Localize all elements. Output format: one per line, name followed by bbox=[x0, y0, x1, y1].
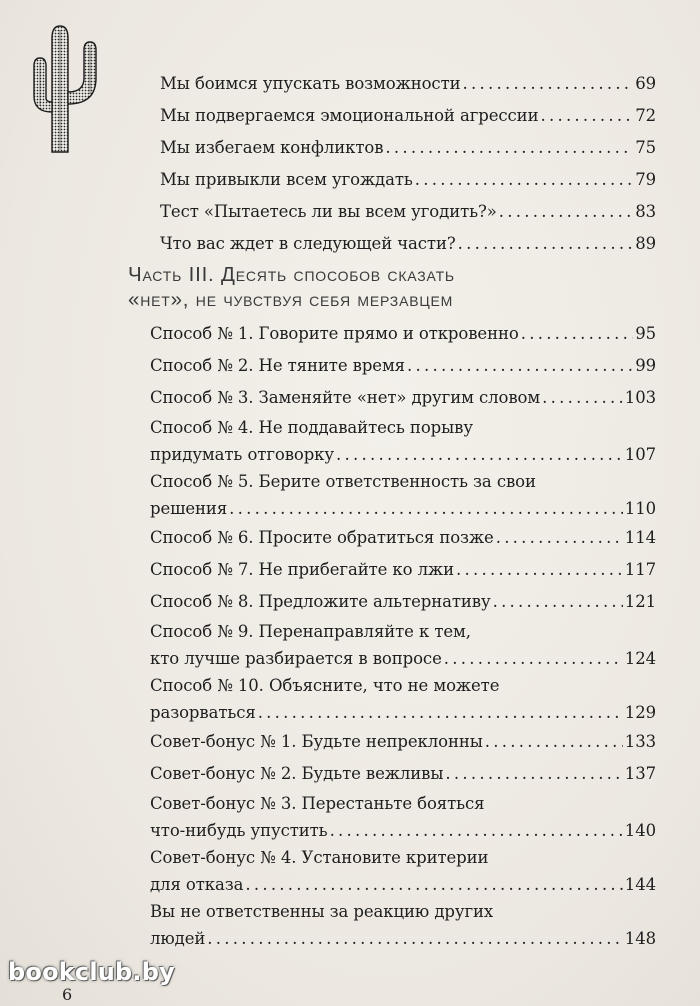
toc-entry bbox=[150, 898, 656, 952]
toc-entry-title: Совет-бонус № 2. Будьте вежливы bbox=[150, 764, 444, 783]
toc-entry bbox=[160, 198, 656, 225]
toc-entry-title: Способ № 10. Объясните, что не можете bbox=[150, 676, 500, 695]
toc-entry-title: Совет-бонус № 4. Установите критерии bbox=[150, 848, 489, 867]
toc-entry bbox=[150, 790, 656, 844]
dot-leader bbox=[456, 556, 623, 583]
toc-entry-page: 83 bbox=[635, 202, 656, 221]
dot-leader bbox=[330, 817, 623, 844]
dot-leader bbox=[385, 134, 633, 161]
dot-leader bbox=[444, 645, 623, 672]
toc-entry-title: Мы привыкли всем угождать bbox=[160, 170, 413, 189]
toc-entry-page: 129 bbox=[624, 703, 656, 722]
toc-entry bbox=[150, 672, 656, 726]
dot-leader bbox=[499, 198, 633, 225]
toc-entry-title: Способ № 1. Говорите прямо и откровенно bbox=[150, 324, 519, 343]
toc-entry-title: разорваться bbox=[150, 703, 256, 722]
toc-entry bbox=[150, 760, 656, 787]
dot-leader bbox=[496, 524, 623, 551]
toc-entry bbox=[150, 352, 656, 379]
toc-entry-title: Мы избегаем конфликтов bbox=[160, 138, 384, 157]
toc-entry-title: Способ № 3. Заменяйте «нет» другим словом bbox=[150, 388, 541, 407]
dot-leader bbox=[258, 699, 623, 726]
toc-entry-title: Способ № 4. Не поддавайтесь порыву bbox=[150, 418, 473, 437]
dot-leader bbox=[463, 70, 634, 97]
toc-entry-title: решения bbox=[150, 499, 228, 518]
toc-entry bbox=[150, 588, 656, 615]
dot-leader bbox=[207, 925, 623, 952]
toc-entry-title: Мы подвергаемся эмоциональной агрессии bbox=[160, 106, 539, 125]
dot-leader bbox=[493, 588, 623, 615]
toc-entry-page: 72 bbox=[635, 106, 656, 125]
toc-entry-title: кто лучше разбирается в вопросе bbox=[150, 649, 442, 668]
toc-entry-title: людей bbox=[150, 929, 206, 948]
toc-entry-page: 121 bbox=[624, 592, 656, 611]
toc-entry-page: 148 bbox=[624, 929, 656, 948]
toc-entry bbox=[150, 468, 656, 522]
toc-entry bbox=[150, 320, 656, 347]
toc-entry bbox=[150, 414, 656, 468]
toc-entry-title: Способ № 9. Перенаправляйте к тем, bbox=[150, 622, 471, 641]
part-heading bbox=[128, 262, 603, 312]
toc-entry-page: 95 bbox=[635, 324, 656, 343]
toc-entry bbox=[150, 844, 656, 898]
toc-entry-page: 117 bbox=[624, 560, 656, 579]
toc-entry-page: 140 bbox=[624, 821, 656, 840]
toc-entry-page: 114 bbox=[624, 528, 656, 547]
toc-entry-title: Тест «Пытаетесь ли вы всем угодить?» bbox=[160, 202, 497, 221]
toc-entry-page: 89 bbox=[635, 234, 656, 253]
toc-entry-page: 107 bbox=[624, 445, 656, 464]
toc-entry bbox=[150, 384, 656, 411]
toc-entry-page: 103 bbox=[624, 388, 656, 407]
toc-entry-page: 75 bbox=[635, 138, 656, 157]
dot-leader bbox=[407, 352, 633, 379]
toc-entry-title: Способ № 6. Просите обратиться позже bbox=[150, 528, 494, 547]
toc-entry-page: 133 bbox=[624, 732, 656, 751]
toc-entry-title: Вы не ответственны за реакцию других bbox=[150, 902, 494, 921]
dot-leader bbox=[542, 384, 623, 411]
toc-entry-page: 99 bbox=[635, 356, 656, 375]
toc-entry-page: 124 bbox=[624, 649, 656, 668]
toc-entry-page: 137 bbox=[624, 764, 656, 783]
toc-entry bbox=[150, 524, 656, 551]
dot-leader bbox=[540, 102, 633, 129]
dot-leader bbox=[229, 495, 623, 522]
dot-leader bbox=[521, 320, 633, 347]
toc-entry bbox=[160, 102, 656, 129]
toc-entry-title: Способ № 5. Берите ответственность за свои bbox=[150, 472, 536, 491]
toc-entry bbox=[160, 230, 656, 257]
toc-entry-title: что-нибудь упустить bbox=[150, 821, 328, 840]
toc-entry bbox=[150, 618, 656, 672]
toc-entry bbox=[160, 166, 656, 193]
toc-entry-title: Что вас ждет в следующей части? bbox=[160, 234, 456, 253]
toc-entry-title: придумать отговорку bbox=[150, 445, 334, 464]
toc-entry-title: Способ № 8. Предложите альтернативу bbox=[150, 592, 491, 611]
dot-leader bbox=[485, 728, 623, 755]
toc-entry bbox=[150, 728, 656, 755]
watermark: bookclub.by bbox=[8, 958, 175, 986]
toc-entry bbox=[160, 134, 656, 161]
dot-leader bbox=[415, 166, 633, 193]
dot-leader bbox=[245, 871, 622, 898]
toc-entry-title: Совет-бонус № 1. Будьте непреклонны bbox=[150, 732, 483, 751]
toc-entry-page: 69 bbox=[635, 74, 656, 93]
toc-entry-title: Способ № 2. Не тяните время bbox=[150, 356, 405, 375]
page-number: 6 bbox=[62, 985, 73, 1004]
toc-entry bbox=[150, 556, 656, 583]
toc-entry-title: Мы боимся упускать возможности bbox=[160, 74, 461, 93]
dot-leader bbox=[336, 441, 623, 468]
toc-entry bbox=[160, 70, 656, 97]
dot-leader bbox=[445, 760, 622, 787]
toc-entry-page: 110 bbox=[624, 499, 656, 518]
toc-entry-title: для отказа bbox=[150, 875, 244, 894]
part-heading-line: Часть III. Десять способов сказать bbox=[128, 263, 455, 286]
dot-leader bbox=[458, 230, 634, 257]
toc-entry-title: Совет-бонус № 3. Перестаньте бояться bbox=[150, 794, 485, 813]
toc-entry-title: Способ № 7. Не прибегайте ко лжи bbox=[150, 560, 454, 579]
toc-entry-page: 79 bbox=[635, 170, 656, 189]
toc-entry-page: 144 bbox=[624, 875, 656, 894]
part-heading-line: «нет», не чувствуя себя мерзавцем bbox=[128, 288, 454, 311]
